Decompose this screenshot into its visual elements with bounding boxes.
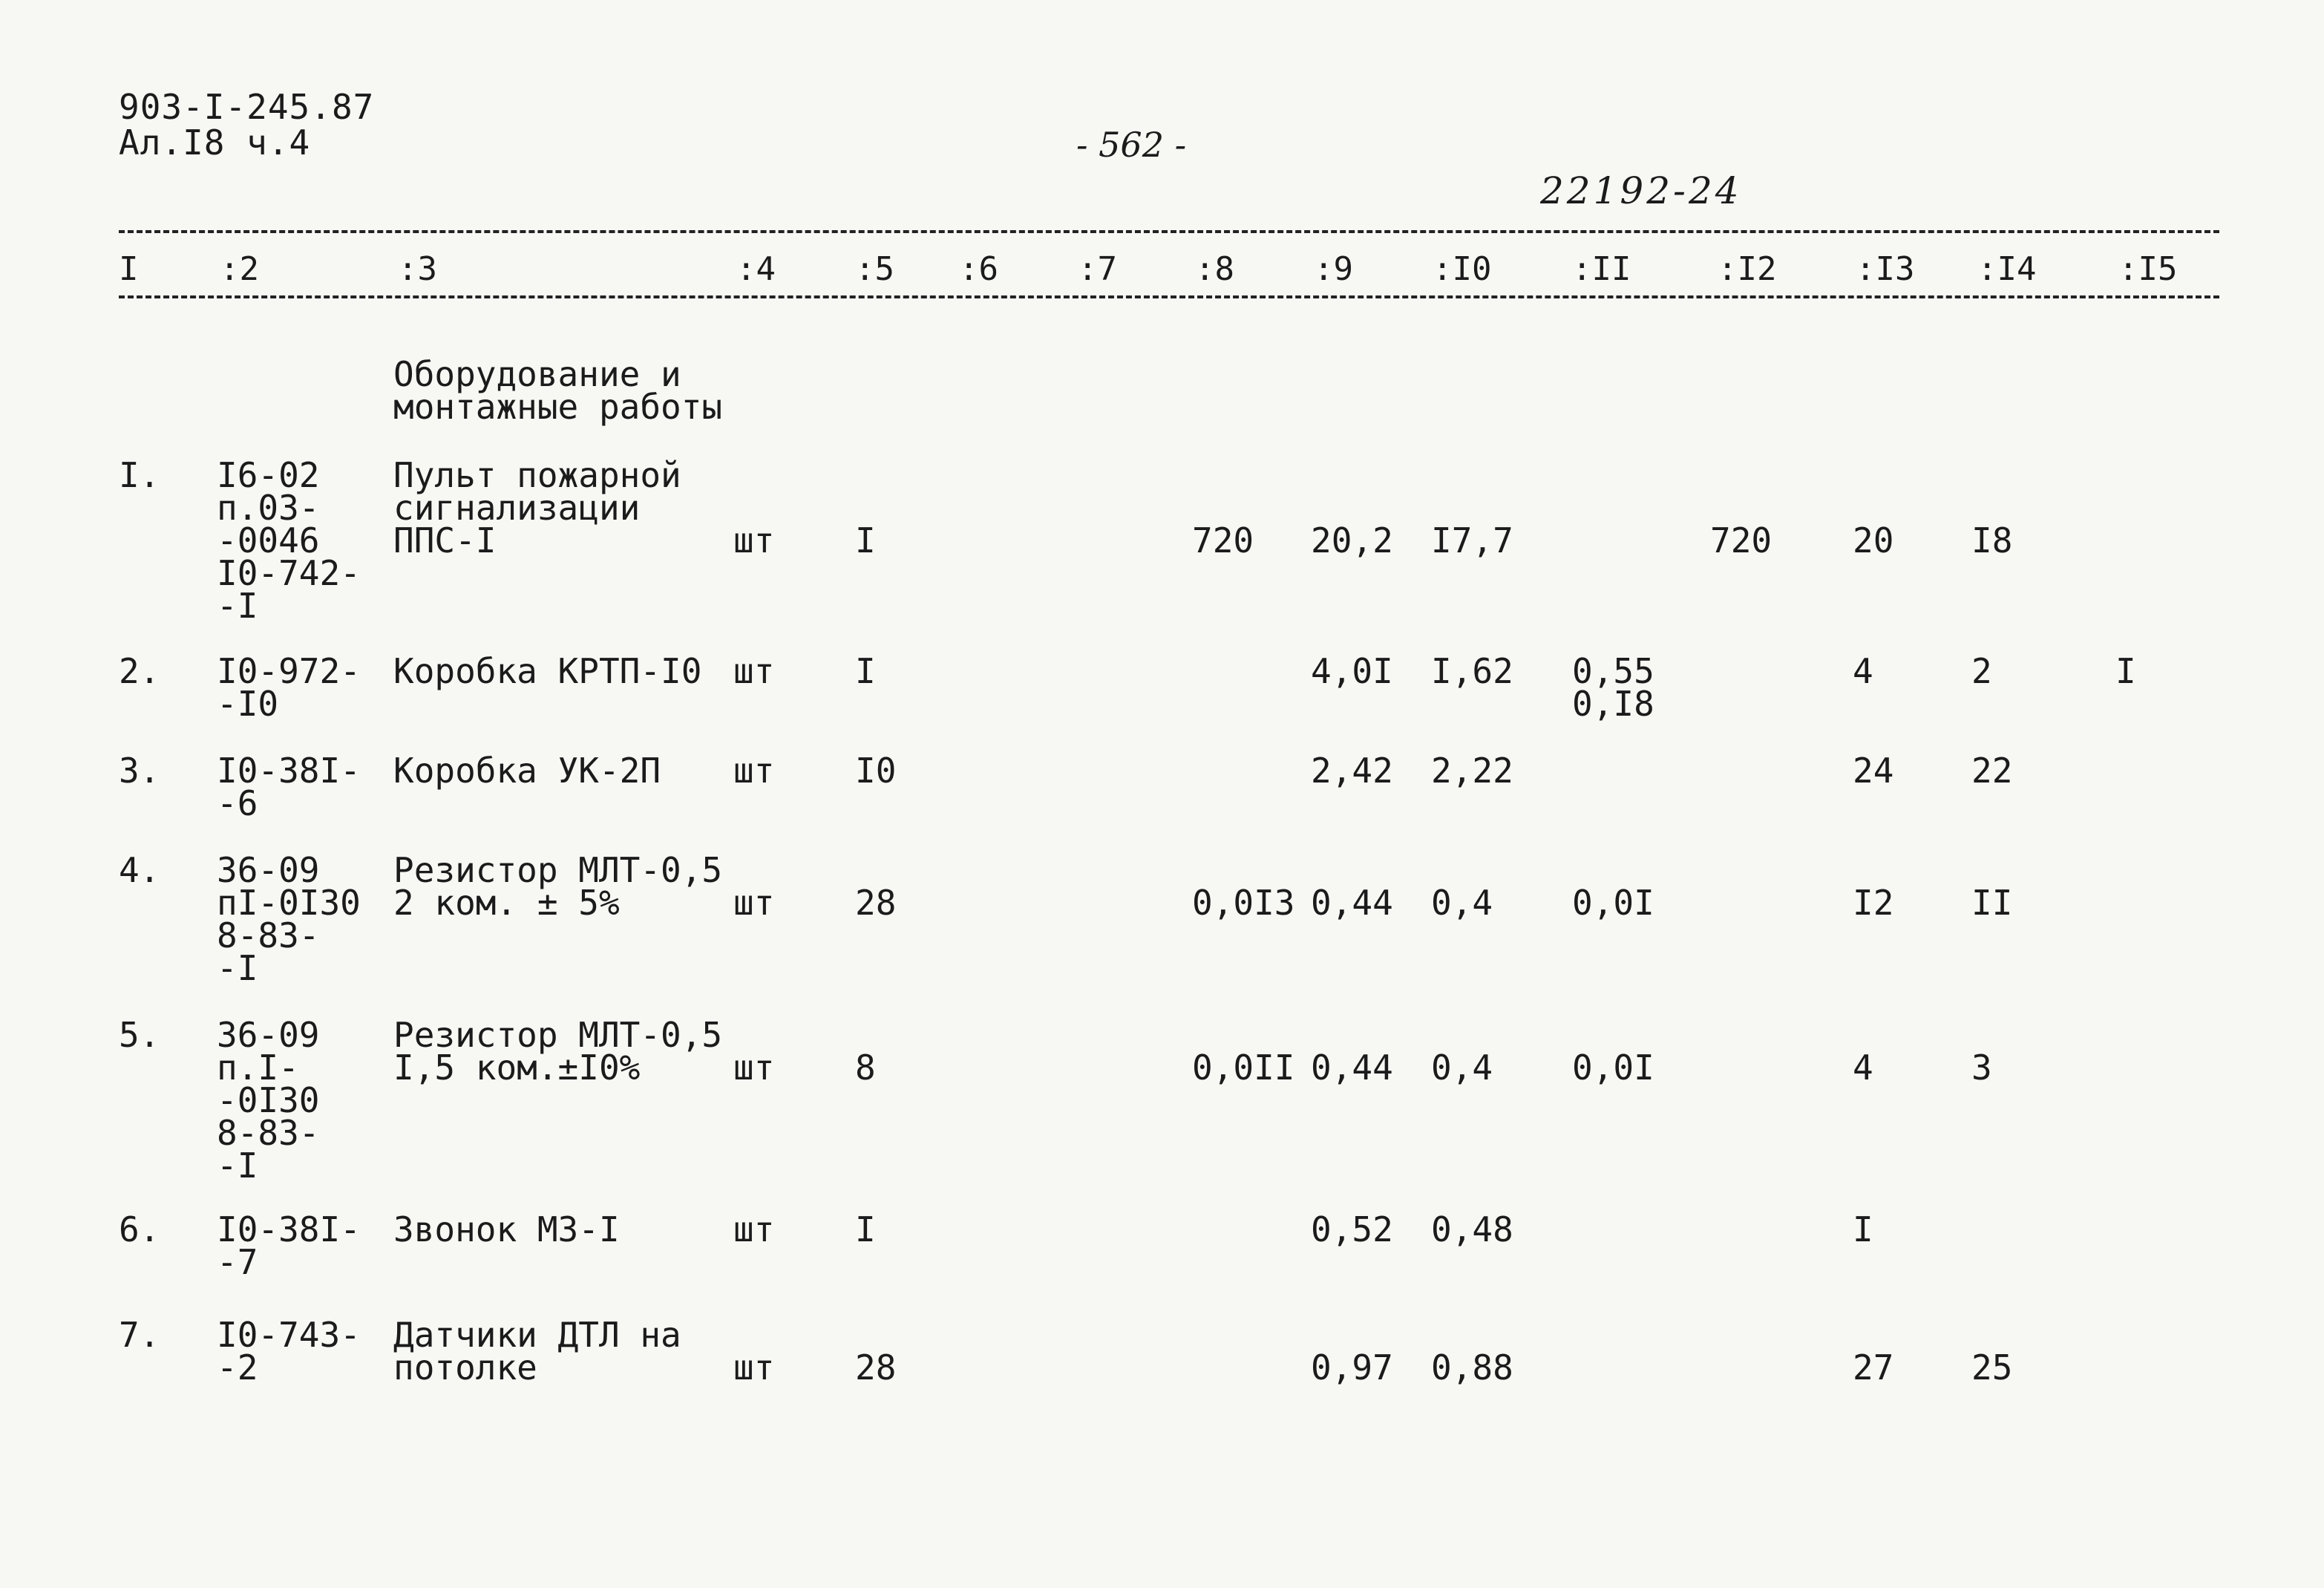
cell-c8: 0,0I3 xyxy=(1192,883,1295,923)
cell-code: I6-02 п.03- -0046 I0-742- -I xyxy=(217,455,361,626)
cell-c9: 0,44 xyxy=(1311,1048,1393,1088)
cell-unit: шт xyxy=(733,651,775,691)
cell-name: Резистор МЛТ-0,5 2 ком. ± 5% xyxy=(393,850,723,923)
cell-c10: 0,48 xyxy=(1431,1209,1513,1249)
cell-num: I. xyxy=(119,455,160,495)
cell-code: 36-09 пI-0I30 8-83- -I xyxy=(217,850,361,988)
cell-c13: I xyxy=(1853,1209,1873,1249)
cell-c13: 20 xyxy=(1853,520,1894,561)
cell-qty: I xyxy=(855,520,876,561)
cell-c13: 27 xyxy=(1853,1347,1894,1388)
cell-c11: 0,55 0,I8 xyxy=(1572,651,1654,724)
cell-c9: 4,0I xyxy=(1311,651,1393,691)
column-header-8: :8 xyxy=(1195,250,1234,288)
cell-c8: 0,0II xyxy=(1192,1048,1295,1088)
cell-c14: I8 xyxy=(1971,520,2013,561)
cell-c11: 0,0I xyxy=(1572,1048,1654,1088)
cell-c14: II xyxy=(1971,883,2013,923)
cell-qty: 28 xyxy=(855,883,897,923)
cell-c9: 0,44 xyxy=(1311,883,1393,923)
column-header-9: :9 xyxy=(1314,250,1353,288)
cell-c13: 4 xyxy=(1853,651,1873,691)
column-header-12: :I2 xyxy=(1718,250,1777,288)
cell-c14: 2 xyxy=(1971,651,1992,691)
cell-name: Датчики ДТЛ на потолке xyxy=(393,1315,681,1388)
cell-c9: 2,42 xyxy=(1311,751,1393,791)
cell-qty: I xyxy=(855,1209,876,1249)
cell-name: Пульт пожарной сигнализации ППС-I xyxy=(393,455,681,561)
cell-name: Коробка УК-2П xyxy=(393,751,661,791)
page-number: - 562 - xyxy=(1076,125,1187,165)
column-header-11: :II xyxy=(1572,250,1631,288)
cell-unit: шт xyxy=(733,520,775,561)
table-top-rule xyxy=(119,230,2219,233)
column-header-2: :2 xyxy=(220,250,259,288)
cell-num: 7. xyxy=(119,1315,160,1355)
column-header-6: :6 xyxy=(959,250,998,288)
column-header-1: I xyxy=(119,250,139,288)
cell-c14: 22 xyxy=(1971,751,2013,791)
column-header-14: :I4 xyxy=(1977,250,2037,288)
cell-c10: 0,4 xyxy=(1431,883,1493,923)
cell-c11: 0,0I xyxy=(1572,883,1654,923)
cell-c10: 0,88 xyxy=(1431,1347,1513,1388)
column-header-13: :I3 xyxy=(1856,250,1915,288)
cell-c14: 25 xyxy=(1971,1347,2013,1388)
cell-c10: I7,7 xyxy=(1431,520,1513,561)
column-header-5: :5 xyxy=(855,250,894,288)
cell-unit: шт xyxy=(733,1347,775,1388)
cell-code: I0-38I- -7 xyxy=(217,1209,361,1282)
cell-c10: I,62 xyxy=(1431,651,1513,691)
cell-num: 2. xyxy=(119,651,160,691)
sheet-code: 22192-24 xyxy=(1540,169,1742,212)
cell-qty: I xyxy=(855,651,876,691)
column-header-3: :3 xyxy=(398,250,437,288)
cell-qty: 28 xyxy=(855,1347,897,1388)
cell-num: 5. xyxy=(119,1015,160,1055)
cell-c10: 0,4 xyxy=(1431,1048,1493,1088)
cell-num: 6. xyxy=(119,1209,160,1249)
cell-qty: 8 xyxy=(855,1048,876,1088)
cell-c10: 2,22 xyxy=(1431,751,1513,791)
cell-c8: 720 xyxy=(1192,520,1254,561)
cell-name: Резистор МЛТ-0,5 I,5 ком.±I0% xyxy=(393,1015,723,1088)
cell-c9: 0,97 xyxy=(1311,1347,1393,1388)
cell-c13: I2 xyxy=(1853,883,1894,923)
cell-code: I0-743- -2 xyxy=(217,1315,361,1388)
cell-num: 3. xyxy=(119,751,160,791)
column-header-15: :I5 xyxy=(2118,250,2178,288)
cell-unit: шт xyxy=(733,1048,775,1088)
column-header-7: :7 xyxy=(1078,250,1117,288)
cell-unit: шт xyxy=(733,1209,775,1249)
section-title: Оборудование и монтажные работы xyxy=(393,354,723,427)
column-header-4: :4 xyxy=(736,250,776,288)
cell-name: Звонок МЗ-I xyxy=(393,1209,620,1249)
cell-c9: 20,2 xyxy=(1311,520,1393,561)
cell-c12: 720 xyxy=(1710,520,1773,561)
cell-code: I0-38I- -6 xyxy=(217,751,361,823)
cell-c9: 0,52 xyxy=(1311,1209,1393,1249)
column-header-10: :I0 xyxy=(1433,250,1492,288)
cell-unit: шт xyxy=(733,883,775,923)
cell-c13: 4 xyxy=(1853,1048,1873,1088)
cell-code: 36-09 п.I- -0I30 8-83- -I xyxy=(217,1015,320,1186)
cell-c14: 3 xyxy=(1971,1048,1992,1088)
document-code: 903-I-245.87 Ал.I8 ч.4 xyxy=(119,87,375,163)
cell-c15: I xyxy=(2115,651,2136,691)
cell-code: I0-972- -I0 xyxy=(217,651,361,724)
cell-c13: 24 xyxy=(1853,751,1894,791)
table-header-rule xyxy=(119,295,2219,298)
cell-name: Коробка КРТП-I0 xyxy=(393,651,702,691)
cell-qty: I0 xyxy=(855,751,897,791)
cell-num: 4. xyxy=(119,850,160,890)
cell-unit: шт xyxy=(733,751,775,791)
